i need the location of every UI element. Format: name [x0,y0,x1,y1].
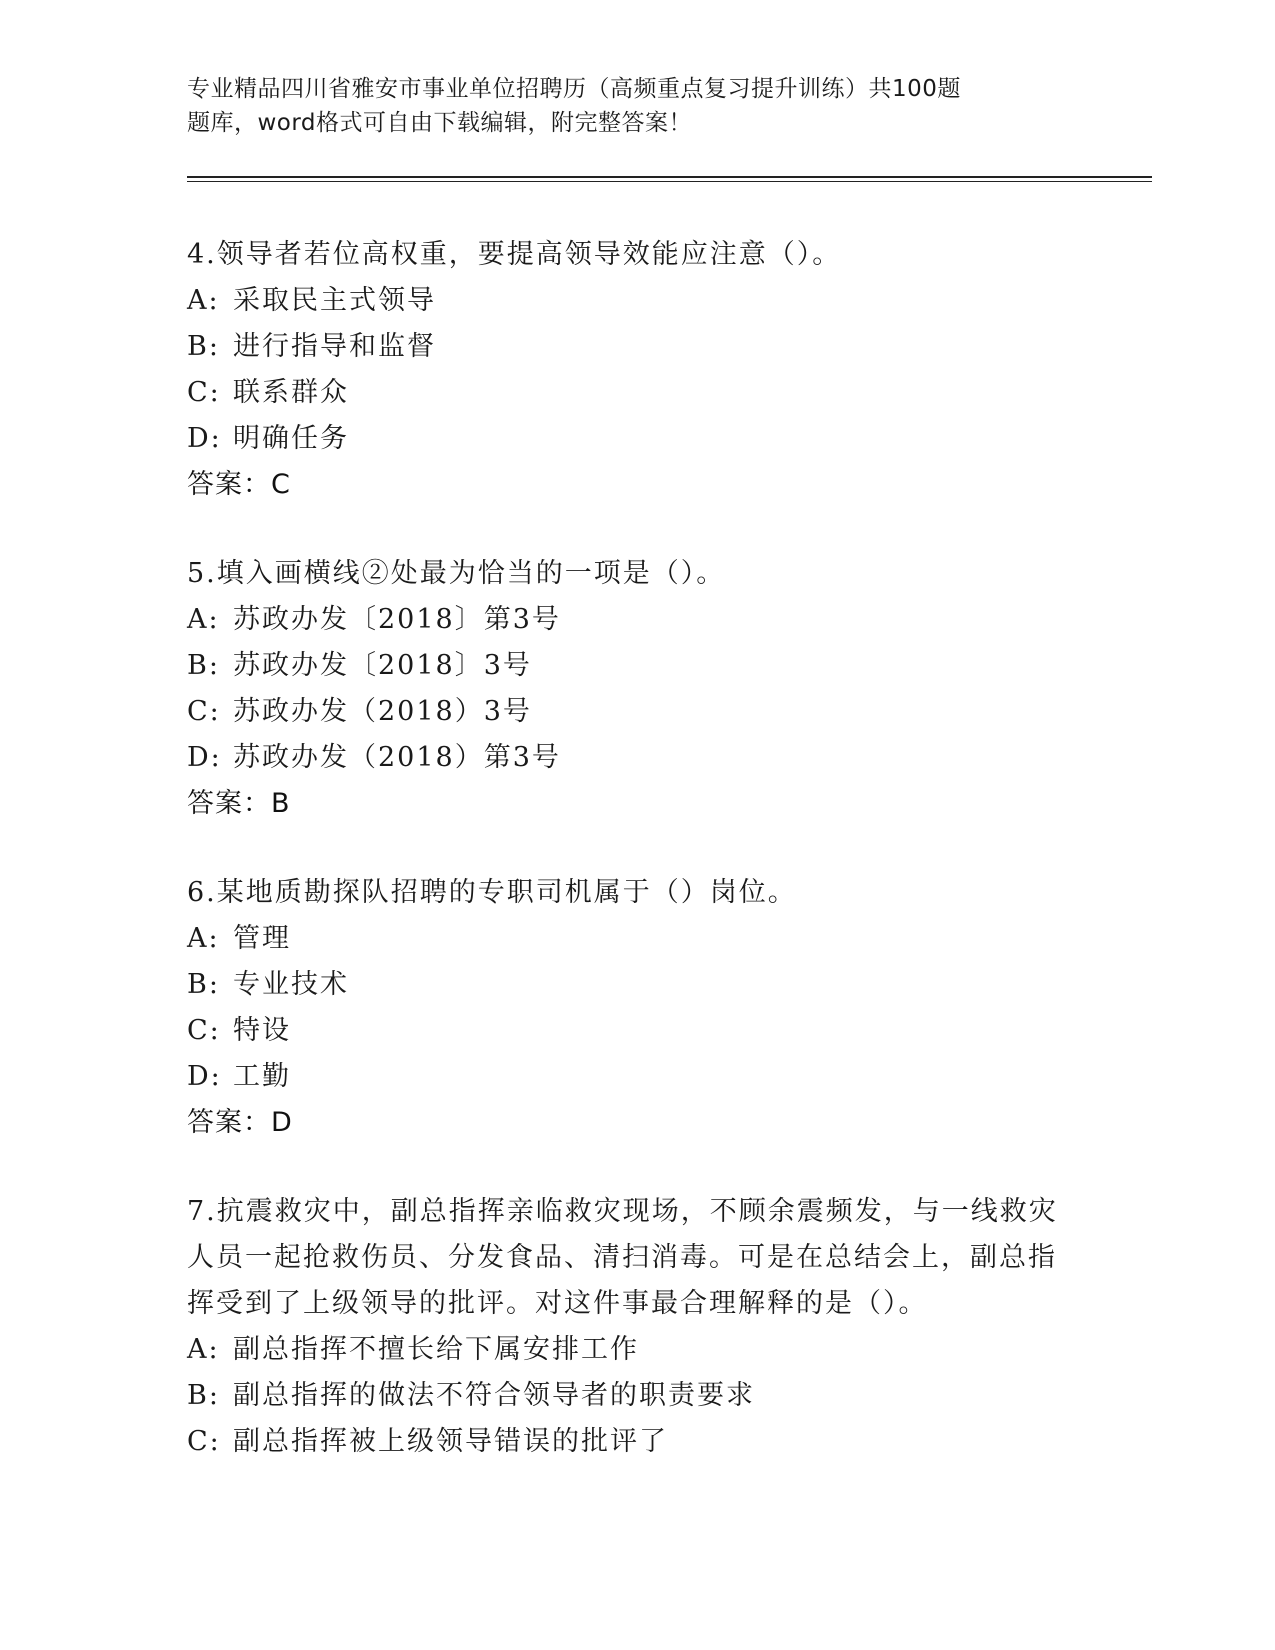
option-text: 苏政办发〔2018〕第3号 [233,604,561,635]
option-letter: A: [187,1334,220,1365]
option-letter: A: [187,285,220,316]
option-letter: A: [187,923,220,954]
question-stem: 4.领导者若位高权重，要提高领导效能应注意（）。 [187,239,842,270]
option-b [187,324,1067,370]
question-stem: 5.填入画横线②处最为恰当的一项是（）。 [187,558,726,589]
option-text: 副总指挥被上级领导错误的批评了 [233,1426,668,1457]
option-letter: C: [187,377,221,408]
option-text: 采取民主式领导 [233,285,436,316]
option-text: 管理 [233,923,291,954]
answer-line: 答案：D [187,1107,293,1138]
header-line-2: 题库，word格式可自由下载编辑，附完整答案！ [187,110,693,136]
question-list [187,232,1067,1508]
option-letter: D: [187,1061,222,1092]
question-item [187,551,1067,827]
option-b [187,962,1067,1008]
option-b [187,643,1067,689]
option-letter: B: [187,650,220,681]
document-header [187,72,1047,140]
option-d [187,1054,1067,1100]
option-letter: B: [187,969,220,1000]
option-letter: C: [187,696,221,727]
option-text: 进行指导和监督 [233,331,436,362]
option-letter: D: [187,742,222,773]
option-a [187,278,1067,324]
option-text: 苏政办发〔2018〕3号 [233,650,532,681]
question-stem: 7.抗震救灾中，副总指挥亲临救灾现场，不顾余震频发，与一线救灾人员一起抢救伤员、分发食品、清扫消毒。可是在总结会上，副总指挥受到了上级领导的批评。对这件事最合理解释的是（）。 [187,1196,1058,1319]
option-c [187,1419,1067,1465]
option-text: 工勤 [233,1061,291,1092]
option-d [187,416,1067,462]
option-text: 苏政办发（2018）第3号 [233,742,561,773]
option-text: 苏政办发（2018）3号 [233,696,532,727]
question-item [187,1189,1067,1465]
option-text: 联系群众 [233,377,349,408]
option-letter: B: [187,1380,220,1411]
option-a [187,916,1067,962]
option-text: 特设 [233,1015,291,1046]
option-a [187,597,1067,643]
option-letter: C: [187,1015,221,1046]
option-b [187,1373,1067,1419]
header-line-1: 专业精品四川省雅安市事业单位招聘历（高频重点复习提升训练）共100题 [187,76,961,102]
option-letter: A: [187,604,220,635]
option-c [187,370,1067,416]
header-divider [187,176,1152,178]
question-stem: 6.某地质勘探队招聘的专职司机属于（）岗位。 [187,877,797,908]
option-text: 明确任务 [233,423,349,454]
option-d [187,735,1067,781]
question-item [187,232,1067,508]
option-letter: C: [187,1426,221,1457]
answer-line: 答案：B [187,788,291,819]
option-text: 专业技术 [233,969,349,1000]
question-item [187,870,1067,1146]
option-text: 副总指挥的做法不符合领导者的职责要求 [233,1380,755,1411]
option-text: 副总指挥不擅长给下属安排工作 [233,1334,639,1365]
option-a [187,1327,1067,1373]
header-divider-thin [187,181,1152,182]
option-c [187,1008,1067,1054]
answer-line: 答案：C [187,469,291,500]
option-letter: B: [187,331,220,362]
option-letter: D: [187,423,222,454]
option-c [187,689,1067,735]
